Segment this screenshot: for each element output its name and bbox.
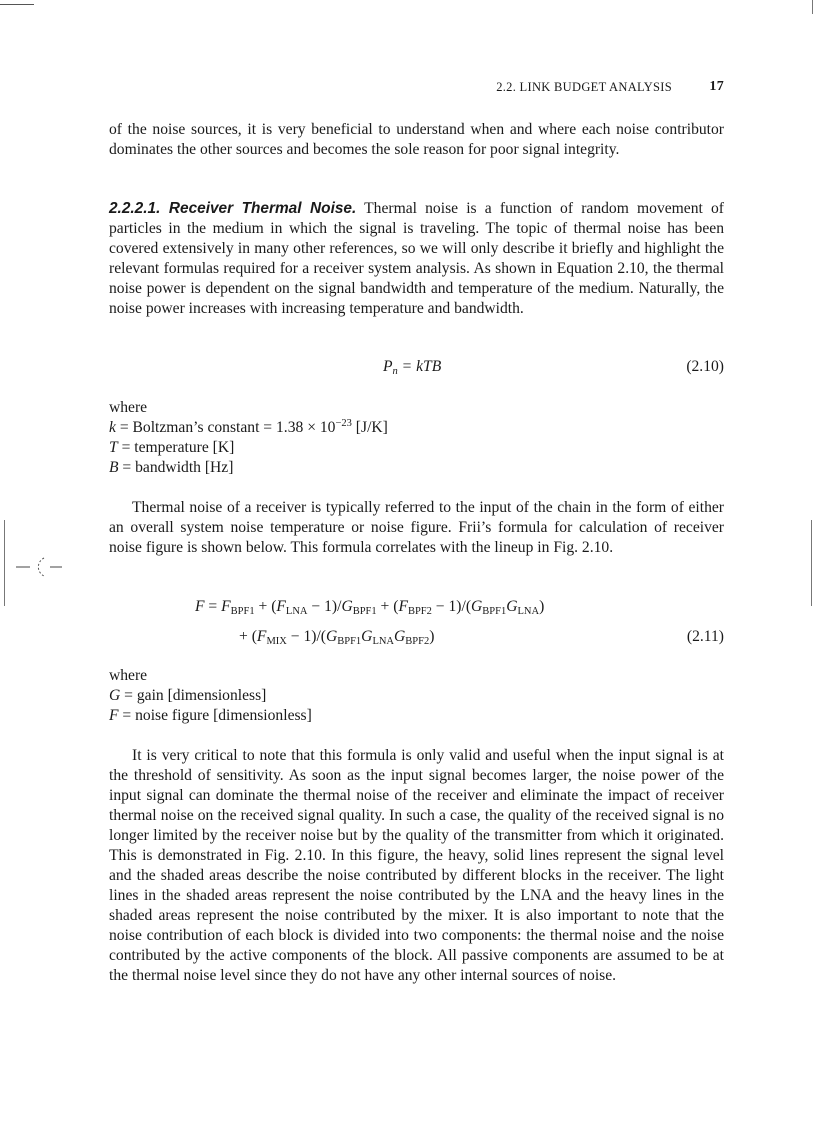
equation-2-10-body: $P_n$ = kTB [383, 358, 442, 377]
crop-mark-top-right [812, 0, 813, 14]
definition-T: T = temperature [K] [109, 439, 235, 456]
definition-F: F = noise figure [dimensionless] [109, 707, 312, 724]
running-header [109, 80, 724, 96]
subsection-heading: 2.2.2.1. Receiver Thermal Noise. [109, 200, 357, 217]
paragraph-continuation: of the noise sources, it is very beneficial to understand when and where each noise contributor dominates the other sources and becomes the sole reason for poor signal integrity. [109, 121, 724, 158]
equation-2-11-line-1: $F = F_{BPF1} + (F_{LNA} - 1)/G_{BPF1} + (F_{BPF2} - 1)/(G_{BPF1}G_{LNA})$ [195, 598, 545, 617]
equation-2-11-line-2: + $(F_{MIX} - 1)/(G_{BPF1}G_{LNA}G_{BPF2})$ (2.11) [239, 628, 724, 647]
variable-definitions [109, 398, 724, 478]
equation-number: (2.10) [686, 358, 724, 375]
definition-k: k = Boltzman’s constant = $1.38 \times 10^{-23}$ [J/K] [109, 418, 388, 436]
equation-2-10 [109, 358, 724, 378]
definition-G: G = gain [dimensionless] [109, 687, 267, 704]
paragraph-thermal-noise-body: Thermal noise is a function of random movement of particles in the medium in which the signal is traveling. The topic of thermal noise has been covered extensively in many other references, so we will only describe it briefly and highlight the relevant formulas required for a receiver system analysis. As shown in Equation 2.10, the thermal noise power is dependent on the signal bandwidth and temperature of the medium. Naturally, the noise power increases with increasing temperature and bandwidth. [109, 200, 724, 317]
equation-number: (2.11) [686, 628, 724, 645]
crop-mark-left [4, 520, 5, 606]
paragraph-sensitivity: It is very critical to note that this formula is only valid and useful when the input signal is at the threshold of sensitivity. As soon as the input signal becomes larger, the noise power of the input signal can dominate the thermal noise of the receiver and eliminate the impact of receiver thermal noise on the received signal quality. In such a case, the quality of the received signal is no longer limited by the receiver noise but by the quality of the transmitter from which it originated. This is demonstrated in Fig. 2.10. In this figure, the heavy, solid lines represent the signal level and the shaded areas describe the noise contributed by different blocks in the receiver. The light lines in the shaded areas represent the noise contributed by the LNA and the heavy lines in the shaded areas represent the noise contributed by the mixer. It is also important to note that the noise contribution of each block is divided into two components: the thermal noise and the noise contributed by the active components of the block. All passive components are assumed to be at the thermal noise level since they do not have any other internal sources of noise. [109, 747, 724, 984]
running-header-section: 2.2. LINK BUDGET ANALYSIS [496, 80, 672, 94]
paragraph-thermal-noise [109, 199, 724, 319]
paragraph-friis: Thermal noise of a receiver is typically referred to the input of the chain in the form of either an overall system noise temperature or noise figure. Frii’s formula for calculation of receiver noise figure is shown below. This formula correlates with the lineup in Fig. 2.10. [109, 499, 724, 556]
registration-mark-icon [14, 552, 64, 582]
variable-definitions-2 [109, 666, 724, 726]
page-number: 17 [709, 79, 724, 94]
crop-mark-top [0, 4, 34, 5]
where-label: where [109, 399, 148, 416]
where-label: where [109, 667, 148, 684]
crop-mark-right [811, 520, 812, 606]
definition-B: B = bandwidth [Hz] [109, 459, 234, 476]
